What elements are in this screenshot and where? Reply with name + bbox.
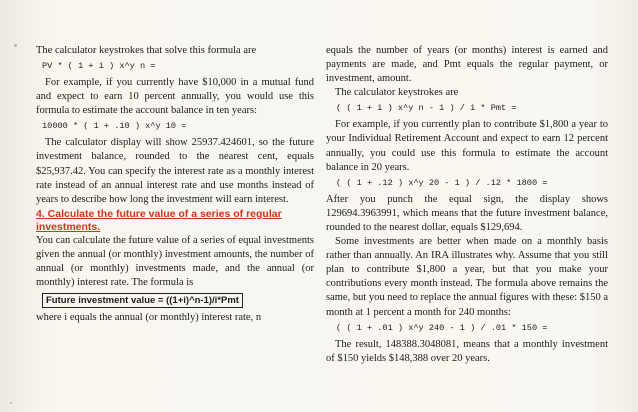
left-paragraph-3: The calculator display will show 25937.424601, so the future investment balance, rounded to the nearest cent, equals $25,937.42. You can specify the interest rate as a monthly interest rate instead of an annual interest rate and use months instead of years to describe how long the investment will earn interest. [36,137,314,205]
right-code-example-2: ( ( 1 + .01 ) x^y 240 - 1 ) / .01 * 150 = [336,322,548,333]
right-paragraph-4: After you punch the equal sign, the display shows 129694.3963991, which means that the future investment balance, rounded to the nearest dollar, equals $129,694. [326,193,608,233]
right-paragraph-2: The calculator keystrokes are [335,87,459,99]
right-code-keystrokes: ( ( 1 + i ) x^y n - 1 ) / i * Pmt = [336,103,517,114]
paper-speck [14,44,17,47]
section-heading: 4. Calculate the future value of a series of regular investments. [36,207,282,233]
left-paragraph-2: For example, if you currently have $10,000 in a mutual fund and expect to earn 10 percent annually, you would use this formula to estimate the account balance in ten years: [36,77,314,117]
right-column [326,44,608,366]
paper-speck [10,402,12,404]
left-code-example: 10000 * ( 1 + .10 ) x^y 10 = [42,121,187,132]
right-paragraph-5: Some investments are better when made on a monthly basis rather than annually. An IRA illustrates why. Assume that you still plan to contribute $1,800 a year, but that you make your contributions every month instead. The formula above remains the same, but you need to replace the annual figures with these: $150 a month at 1 percent a month for 240 months: [326,236,608,318]
formula-box: Future investment value = ((1+i)^n-1)/i*Pmt [42,293,243,308]
left-code-keystrokes: PV * ( 1 + i ) x^y n = [42,61,156,72]
right-code-example-1: ( ( 1 + .12 ) x^y 20 - 1 ) / .12 * 1800 = [336,177,548,188]
left-paragraph-4: You can calculate the future value of a series of equal investments given the annual (or monthly) investment amounts, the number of annual (or monthly) investments made, and the annual (or monthly) interest rate. The formula is [36,234,314,289]
left-paragraph-5: where i equals the annual (or monthly) interest rate, n [36,312,262,324]
right-paragraph-1: equals the number of years (or months) interest is earned and payments are made, and Pmt equals the regular payment, or investment, amount. [326,45,608,85]
left-paragraph-1: The calculator keystrokes that solve this formula are [36,45,257,56]
right-paragraph-3: For example, if you currently plan to contribute $1,800 a year to your Individual Retirement Account and expect to earn 12 percent annually, you could use this formula to estimate the account balance in 20 years. [326,119,608,173]
left-column [36,44,314,325]
right-paragraph-6: The result, 148388.3048081, means that a monthly investment of $150 yields $148,388 over 20 years. [326,338,608,364]
